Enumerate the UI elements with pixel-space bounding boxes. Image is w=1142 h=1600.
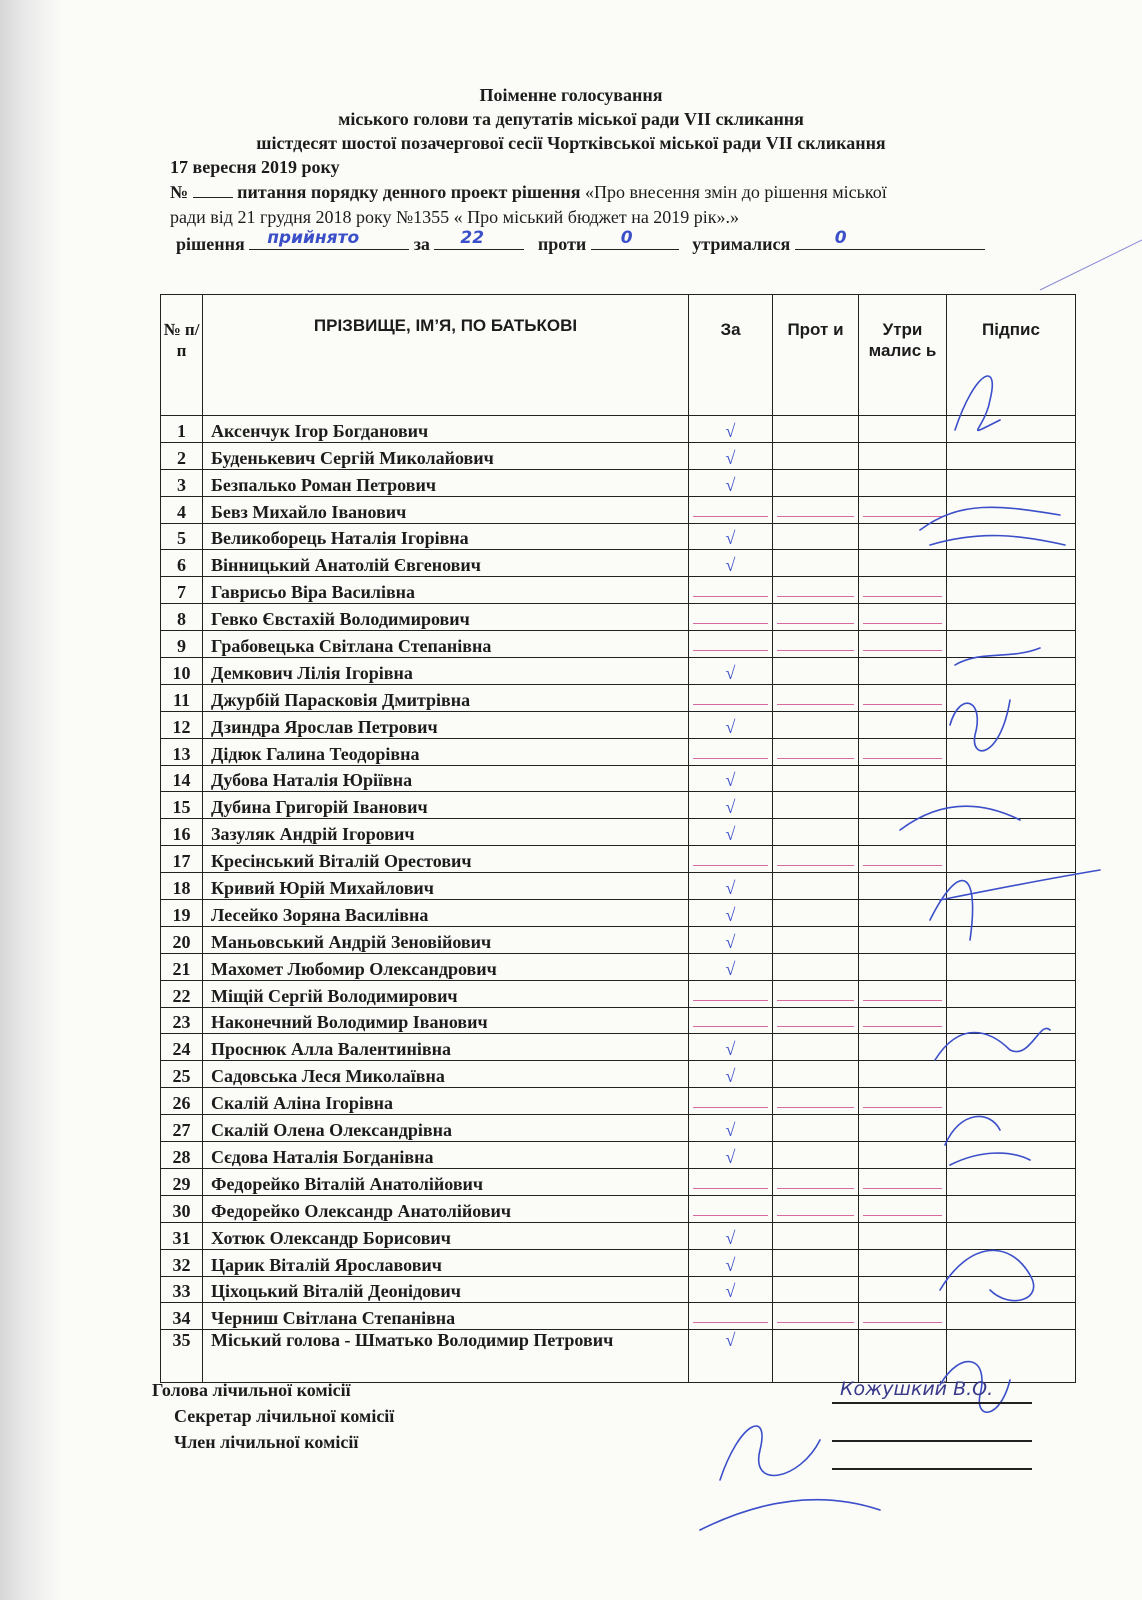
signature-row-19 (930, 870, 1100, 940)
row-number: 35 (161, 1330, 203, 1383)
row-number: 34 (161, 1303, 203, 1330)
check-mark: √ (725, 1066, 736, 1087)
pen-stray-line (1040, 240, 1142, 290)
row-name: Дідюк Галина Теодорівна (203, 738, 689, 765)
signature-row-31 (940, 1250, 1034, 1300)
footer-chair-line (832, 1402, 1032, 1404)
footer-member-label: Член лічильної комісії (174, 1432, 359, 1452)
doc-subtitle-2: шістдесят шостої позачергової сесії Чортківської міської ради VII скликання (256, 133, 886, 153)
row-number: 32 (161, 1249, 203, 1276)
check-mark: √ (725, 824, 736, 845)
row-name: Буденькевич Сергій Миколайович (203, 442, 689, 469)
signature-row-10 (955, 648, 1040, 665)
row-name: Сєдова Наталія Богданівна (203, 1142, 689, 1169)
row-number: 10 (161, 658, 203, 685)
check-mark: √ (725, 904, 736, 925)
check-mark: √ (725, 1254, 736, 1275)
row-name: Ціхоцький Віталій Деонідович (203, 1276, 689, 1303)
row-number: 14 (161, 765, 203, 792)
doc-subtitle-1: міського голови та депутатів міської ради VII скликання (338, 109, 804, 129)
abstain-label: утрималися (692, 234, 791, 254)
row-name: Кривий Юрій Михайлович (203, 873, 689, 900)
row-name: Грабовецька Світлана Степанівна (203, 631, 689, 658)
row-number: 27 (161, 1115, 203, 1142)
signature-row-12 (950, 700, 1010, 751)
col-for: За (689, 295, 773, 416)
footer-secretary-label: Секретар лічильної комісії (174, 1406, 395, 1426)
decision-value: прийнято (267, 228, 360, 248)
check-mark: √ (725, 420, 736, 441)
signature-row-24 (935, 1028, 1050, 1060)
check-mark: √ (725, 1227, 736, 1248)
footer-chair-label: Голова лічильної комісії (152, 1380, 351, 1400)
row-number: 4 (161, 496, 203, 523)
check-mark: √ (725, 958, 736, 979)
col-signature: Підпис (947, 295, 1076, 416)
check-mark: √ (725, 797, 736, 818)
footer-secretary-line (832, 1440, 1032, 1442)
question-title-2: ради від 21 грудня 2018 року №1355 « Про міський бюджет на 2019 рік».» (170, 207, 740, 227)
check-mark: √ (725, 931, 736, 952)
row-number: 31 (161, 1222, 203, 1249)
against-value: 0 (620, 228, 633, 248)
row-name: Дубова Наталія Юріївна (203, 765, 689, 792)
row-number: 33 (161, 1276, 203, 1303)
signature-row-27 (945, 1116, 1030, 1165)
row-name: Кресінський Віталій Орестович (203, 846, 689, 873)
row-name: Царик Віталій Ярославович (203, 1249, 689, 1276)
check-mark: √ (725, 1146, 736, 1167)
col-abstain: Утри малис ь (859, 295, 947, 416)
row-name: Садовська Леся Миколаївна (203, 1061, 689, 1088)
check-mark: √ (725, 770, 736, 791)
question-number-prefix: № (170, 182, 189, 202)
check-mark: √ (725, 1039, 736, 1060)
check-mark: √ (725, 528, 736, 549)
row-number: 15 (161, 792, 203, 819)
row-name: Джурбій Парасковія Дмитрівна (203, 684, 689, 711)
row-name: Скалій Аліна Ігорівна (203, 1088, 689, 1115)
for-value: 22 (460, 228, 485, 248)
row-number: 3 (161, 469, 203, 496)
row-number: 20 (161, 926, 203, 953)
row-number: 22 (161, 980, 203, 1007)
row-number: 21 (161, 953, 203, 980)
row-name: Міщій Сергій Володимирович (203, 980, 689, 1007)
row-name: Вінницький Анатолій Євгенович (203, 550, 689, 577)
check-mark: √ (725, 1281, 736, 1302)
row-name: Дубина Григорій Іванович (203, 792, 689, 819)
decision-label: рішення (176, 234, 245, 254)
row-number: 12 (161, 711, 203, 738)
check-mark: √ (725, 1120, 736, 1141)
signature-row-1 (955, 376, 1000, 430)
row-name: Маньовський Андрій Зеновійович (203, 926, 689, 953)
check-mark: √ (725, 878, 736, 899)
for-label: за (413, 234, 430, 254)
question-label: питання порядку денного проект рішення (237, 182, 581, 202)
doc-title: Поіменне голосування (479, 85, 663, 105)
signature-chair (700, 1426, 880, 1530)
row-number: 25 (161, 1061, 203, 1088)
row-number: 5 (161, 523, 203, 550)
signature-row-16 (900, 806, 1020, 830)
row-number: 30 (161, 1195, 203, 1222)
row-name: Проснюк Алла Валентинівна (203, 1034, 689, 1061)
row-name: Наконечний Володимир Іванович (203, 1007, 689, 1034)
col-against: Прот и (773, 295, 859, 416)
row-number: 26 (161, 1088, 203, 1115)
row-name: Аксенчук Ігор Богданович (203, 416, 689, 443)
row-number: 18 (161, 873, 203, 900)
row-name: Лесейко Зоряна Василівна (203, 900, 689, 927)
row-number: 28 (161, 1142, 203, 1169)
row-name: Гевко Євстахій Володимирович (203, 604, 689, 631)
row-name: Федорейко Олександр Анатолійович (203, 1195, 689, 1222)
row-name: Бевз Михайло Іванович (203, 496, 689, 523)
row-name: Великоборець Наталія Ігорівна (203, 523, 689, 550)
row-number: 24 (161, 1034, 203, 1061)
abstain-value: 0 (834, 228, 847, 248)
check-mark: √ (725, 1330, 736, 1351)
footer-chair-name: Кожушкий В.О. (840, 1378, 994, 1400)
row-number: 11 (161, 684, 203, 711)
check-mark: √ (725, 555, 736, 576)
row-number: 16 (161, 819, 203, 846)
row-name: Безпалько Роман Петрович (203, 469, 689, 496)
check-mark: √ (725, 716, 736, 737)
row-number: 6 (161, 550, 203, 577)
row-number: 2 (161, 442, 203, 469)
row-number: 29 (161, 1168, 203, 1195)
row-name: Черниш Світлана Степанівна (203, 1303, 689, 1330)
question-title-1: «Про внесення змін до рішення міської (585, 182, 887, 202)
col-name: ПРІЗВИЩЕ, ІМ’Я, ПО БАТЬКОВІ (203, 295, 689, 416)
row-name: Міський голова - Шматько Володимир Петрович (203, 1330, 689, 1383)
col-number: № п/п (161, 295, 203, 416)
row-number: 7 (161, 577, 203, 604)
row-number: 8 (161, 604, 203, 631)
row-name: Хотюк Олександр Борисович (203, 1222, 689, 1249)
check-mark: √ (725, 447, 736, 468)
row-name: Демкович Лілія Ігорівна (203, 658, 689, 685)
row-name: Дзиндра Ярослав Петрович (203, 711, 689, 738)
check-mark: √ (725, 474, 736, 495)
check-mark: √ (725, 662, 736, 683)
row-number: 17 (161, 846, 203, 873)
row-number: 9 (161, 631, 203, 658)
signature-row-5 (920, 507, 1065, 545)
footer-member-line (832, 1468, 1032, 1470)
row-number: 13 (161, 738, 203, 765)
row-name: Гаврисьо Віра Василівна (203, 577, 689, 604)
row-name: Федорейко Віталій Анатолійович (203, 1168, 689, 1195)
session-date: 17 вересня 2019 року (170, 157, 340, 177)
row-name: Зазуляк Андрій Ігорович (203, 819, 689, 846)
row-name: Скалій Олена Олександрівна (203, 1115, 689, 1142)
row-number: 19 (161, 900, 203, 927)
row-number: 23 (161, 1007, 203, 1034)
row-name: Махомет Любомир Олександрович (203, 953, 689, 980)
row-number: 1 (161, 416, 203, 443)
against-label: проти (537, 234, 587, 254)
